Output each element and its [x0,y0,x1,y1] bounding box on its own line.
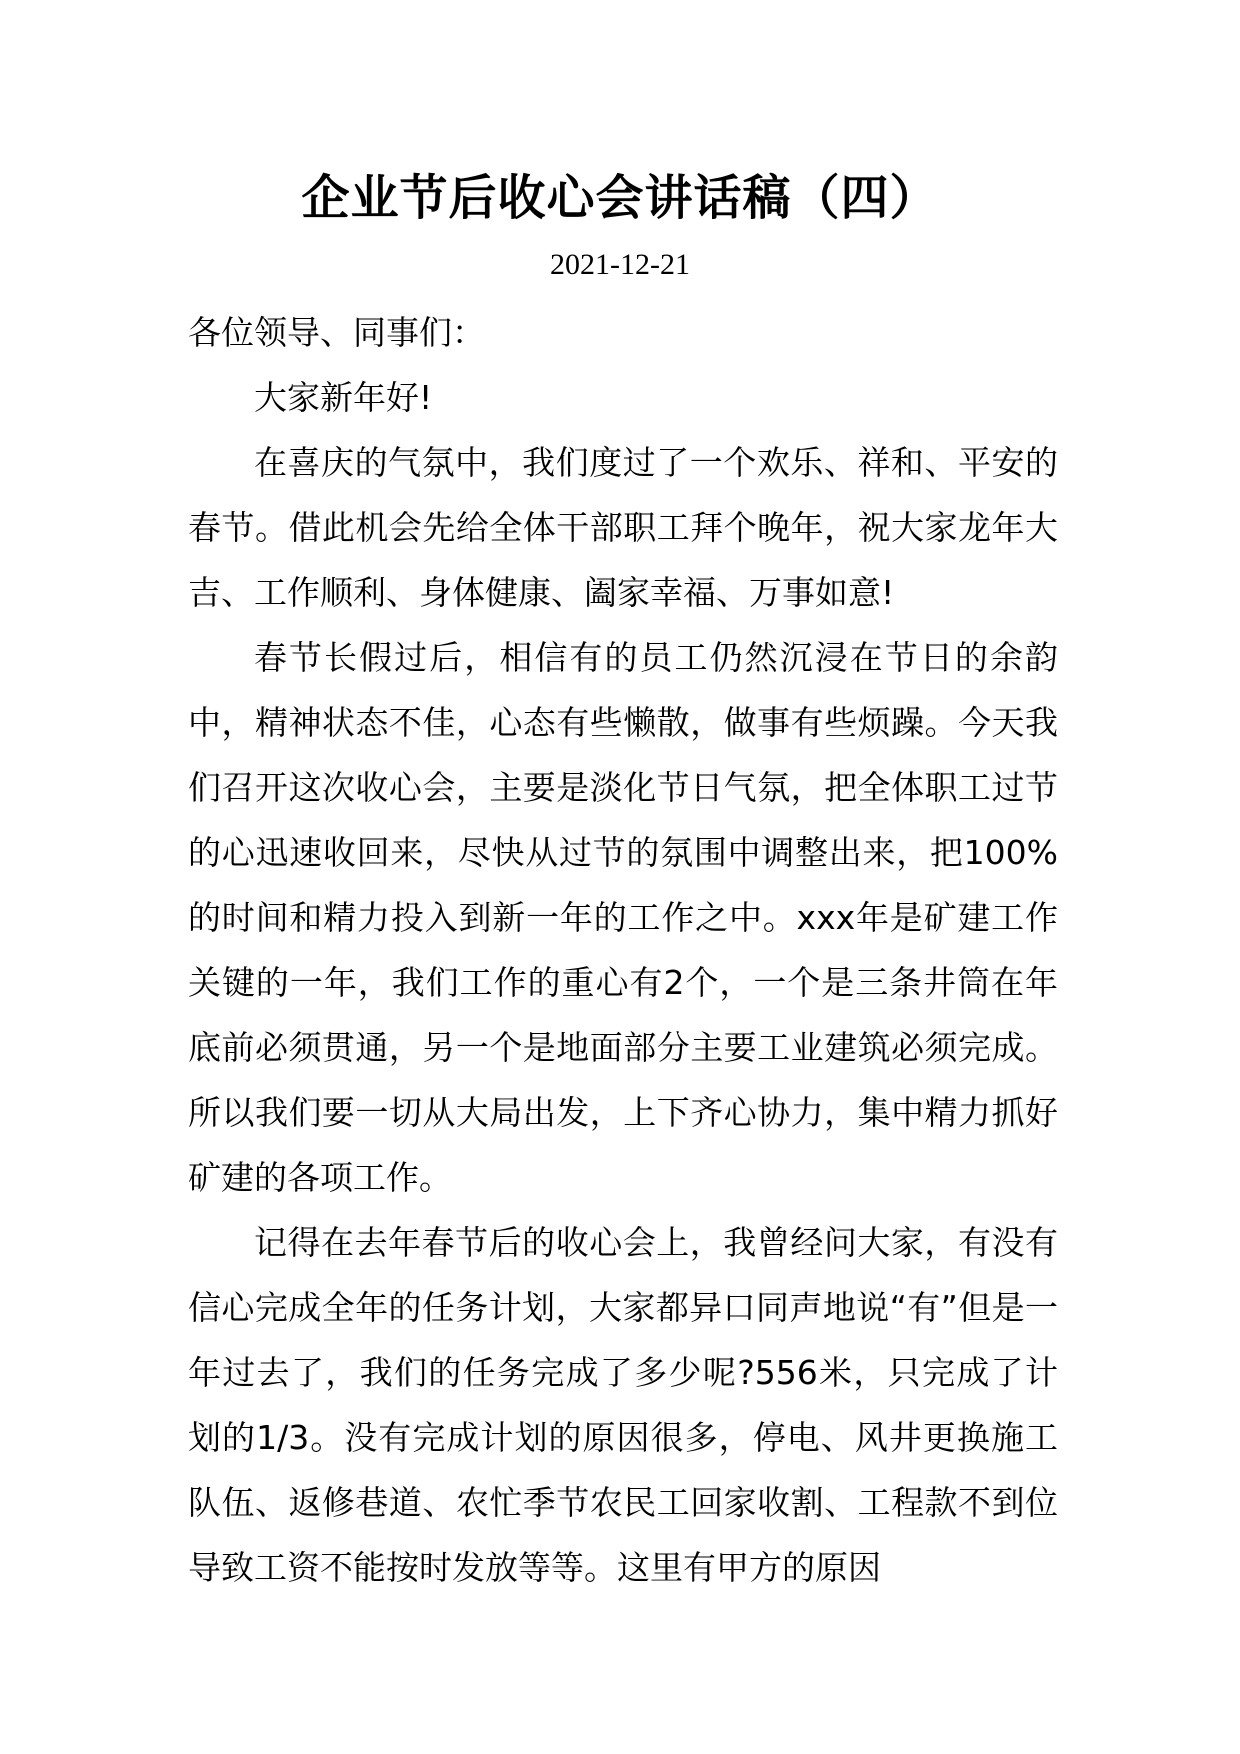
document-body [188,300,1058,1600]
paragraph-meeting-purpose: 春节长假过后，相信有的员工仍然沉浸在节日的余韵中，精神状态不佳，心态有些懒散，做事有些烦躁。今天我们召开这次收心会，主要是淡化节日气氛，把全体职工过节的心迅速收回来，尽快从过节的氛围中调整出来，把100%的时间和精力投入到新一年的工作之中。xxx年是矿建工作关键的一年，我们工作的重心有2个，一个是三条井筒在年底前必须贯通，另一个是地面部分主要工业建筑必须完成。所以我们要一切从大局出发，上下齐心协力，集中精力抓好矿建的各项工作。 [188,638,1058,1197]
salutation: 各位领导、同事们： [188,313,485,352]
paragraph-last-year-review: 记得在去年春节后的收心会上，我曾经问大家，有没有信心完成全年的任务计划，大家都异口同声地说“有”但是一年过去了，我们的任务完成了多少呢?556米，只完成了计划的1/3。没有完成计划的原因很多，停电、风井更换施工队伍、返修巷道、农忙季节农民工回家收割、工程款不到位导致工资不能按时发放等等。这里有甲方的原因 [188,1223,1058,1587]
paragraph-greeting: 大家新年好! [254,378,433,417]
paragraph-new-year-wishes: 在喜庆的气氛中，我们度过了一个欢乐、祥和、平安的春节。借此机会先给全体干部职工拜个晚年，祝大家龙年大吉、工作顺利、身体健康、阖家幸福、万事如意! [188,443,1058,612]
document-date: 2021-12-21 [550,248,690,281]
document-title: 企业节后收心会讲话稿（四） [301,170,939,226]
